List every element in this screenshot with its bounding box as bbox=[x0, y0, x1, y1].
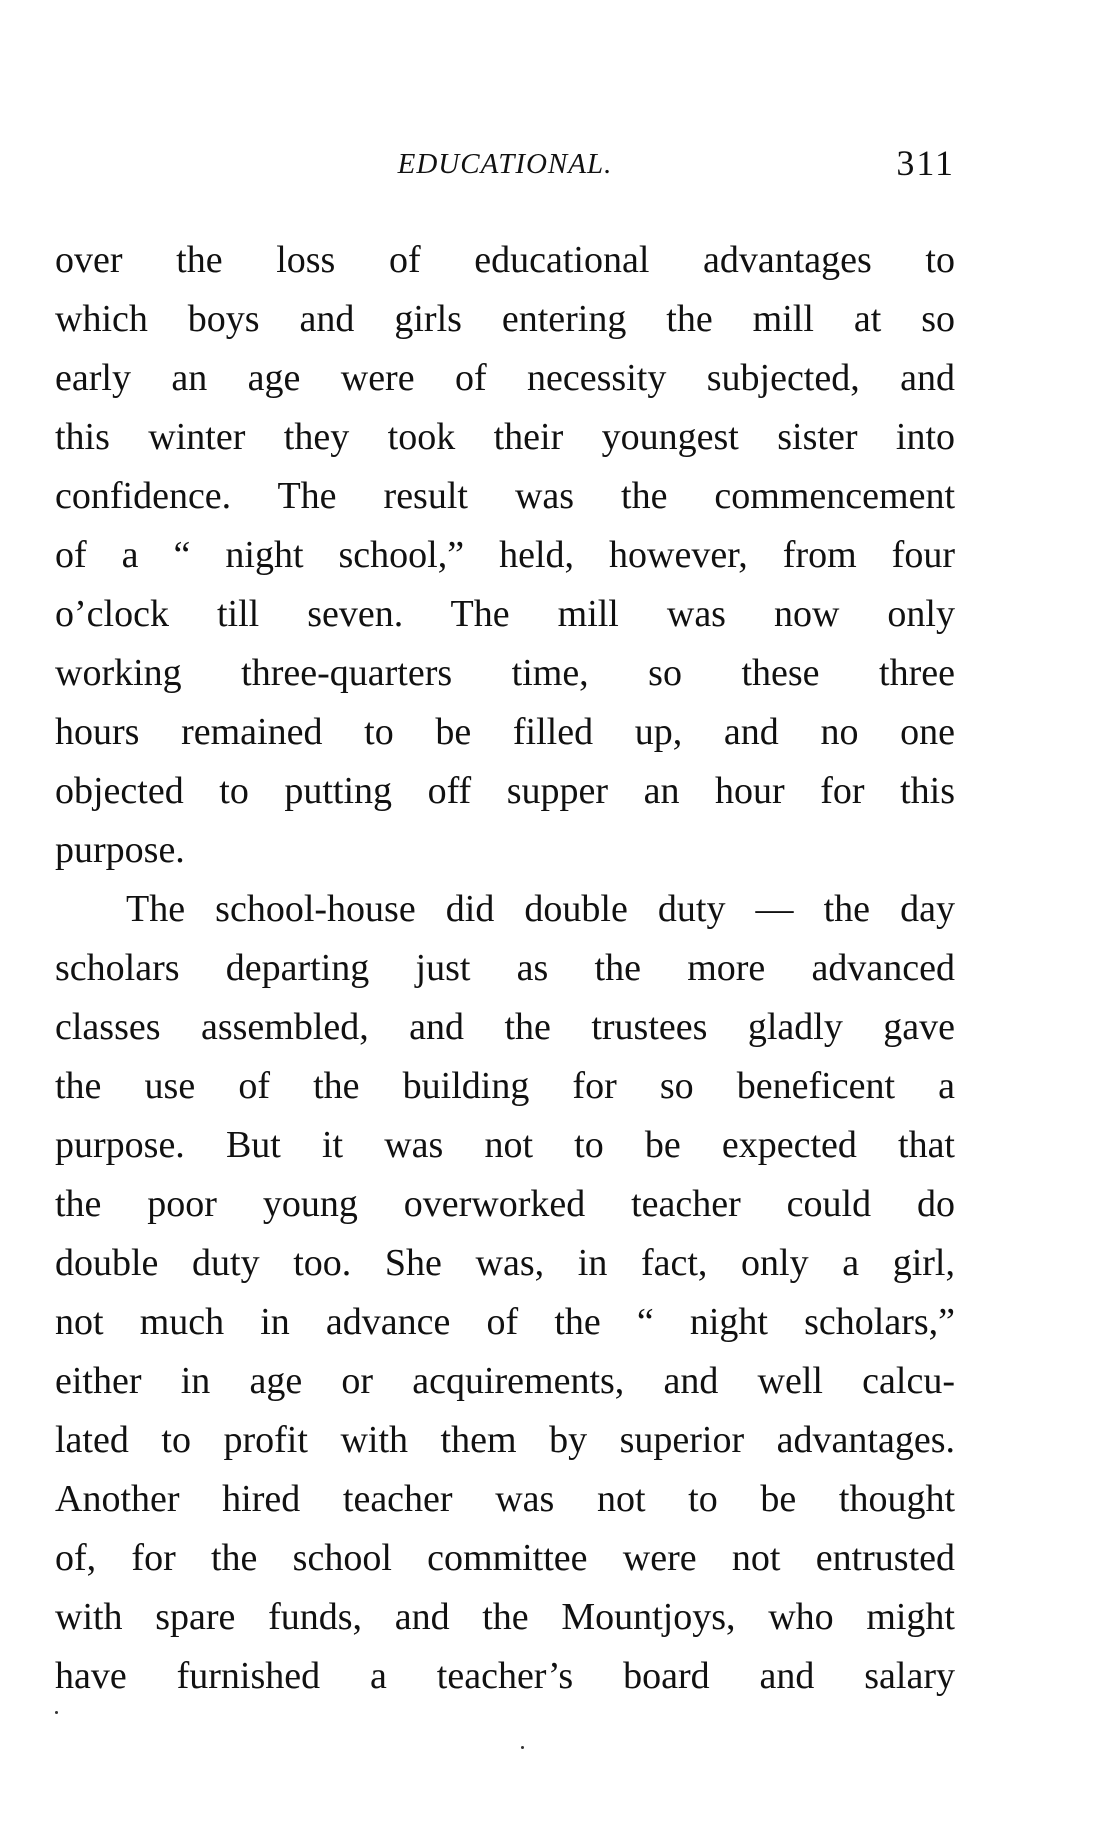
page-number: 311 bbox=[896, 143, 955, 183]
text-line: The school-house did double duty — the day bbox=[126, 888, 955, 930]
text-line: this winter they took their youngest sister into bbox=[55, 416, 955, 458]
text-line: classes assembled, and the trustees gladly gave bbox=[55, 1006, 955, 1048]
text-line: working three-quarters time, so these three bbox=[55, 652, 955, 694]
text-line: Another hired teacher was not to be thought bbox=[55, 1478, 955, 1520]
text-line: double duty too. She was, in fact, only a girl, bbox=[55, 1242, 955, 1284]
text-line: hours remained to be filled up, and no one bbox=[55, 711, 955, 753]
page-header bbox=[55, 140, 955, 190]
text-line: lated to profit with them by superior advantages. bbox=[55, 1419, 955, 1461]
text-line: o’clock till seven. The mill was now only bbox=[55, 593, 955, 635]
text-line: which boys and girls entering the mill at so bbox=[55, 298, 955, 340]
text-line: not much in advance of the “ night scholars,” bbox=[55, 1301, 955, 1343]
text-line: purpose. But it was not to be expected that bbox=[55, 1124, 955, 1166]
print-speck bbox=[55, 1711, 58, 1714]
text-line: have furnished a teacher’s board and salary bbox=[55, 1655, 955, 1697]
text-line: the use of the building for so beneficent a bbox=[55, 1065, 955, 1107]
text-line: objected to putting off supper an hour for this bbox=[55, 770, 955, 812]
text-line: purpose. bbox=[55, 829, 185, 871]
text-line: of a “ night school,” held, however, from four bbox=[55, 534, 955, 576]
text-line: confidence. The result was the commencement bbox=[55, 475, 955, 517]
text-line: early an age were of necessity subjected, and bbox=[55, 357, 955, 399]
text-line: either in age or acquirements, and well calcu- bbox=[55, 1360, 955, 1402]
text-line: of, for the school committee were not entrusted bbox=[55, 1537, 955, 1579]
text-line: the poor young overworked teacher could do bbox=[55, 1183, 955, 1225]
text-line: scholars departing just as the more advanced bbox=[55, 947, 955, 989]
body-text bbox=[55, 231, 955, 1706]
print-speck bbox=[521, 1746, 524, 1749]
text-line: with spare funds, and the Mountjoys, who might bbox=[55, 1596, 955, 1638]
running-head: EDUCATIONAL. bbox=[397, 148, 613, 180]
text-line: over the loss of educational advantages to bbox=[55, 239, 955, 281]
